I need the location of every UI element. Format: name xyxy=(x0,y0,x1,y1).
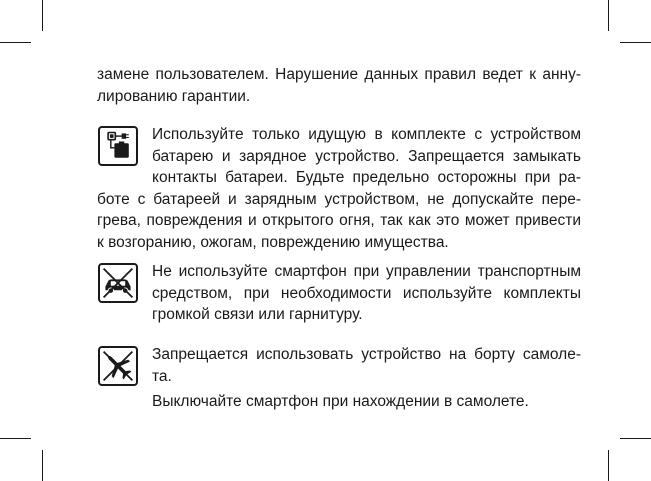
driving-paragraph xyxy=(152,261,581,326)
crop-mark xyxy=(0,42,31,43)
text-line: Запрещается использовать устройство на борту самоле- xyxy=(152,346,581,363)
text-line: Не используйте смартфон при управлении транспортным xyxy=(152,263,581,280)
crop-mark xyxy=(608,450,609,481)
crop-mark xyxy=(620,42,651,43)
text-line: Используйте только идущую в комплекте с устройством xyxy=(152,126,581,143)
airplane-paragraph xyxy=(152,344,581,413)
battery-paragraph xyxy=(97,124,581,253)
no-driving-icon xyxy=(98,263,138,303)
text-line: грева, повреждения и открытого огня, так как это может привести xyxy=(97,212,581,229)
text-line: Выключайте смартфон при нахождении в самолете. xyxy=(152,393,529,410)
crop-mark xyxy=(42,450,43,481)
crop-mark xyxy=(0,438,31,439)
text-line: боте с батареей и зарядным устройством, не допускайте пере- xyxy=(97,190,581,208)
text-line: та. xyxy=(152,367,172,385)
crop-mark xyxy=(42,0,43,31)
crop-mark xyxy=(620,438,651,439)
text-line: замене пользователем. Нарушение данных правил ведет к анну- xyxy=(97,66,581,83)
text-line: средством, при необходимости используйте комплекты xyxy=(152,284,581,302)
text-line: контакты батареи. Будьте предельно осторожны при ра- xyxy=(152,169,581,186)
text-line: громкой связи или гарнитуру. xyxy=(152,306,363,323)
no-airplane-icon xyxy=(98,346,138,386)
text-line: к возгоранию, ожогам, повреждению имущества. xyxy=(97,233,449,251)
text-line: лированию гарантии. xyxy=(97,87,251,105)
crop-mark xyxy=(608,0,609,31)
text-line: батарею и зарядное устройство. Запрещается замыкать xyxy=(152,147,581,165)
intro-paragraph xyxy=(97,64,581,107)
